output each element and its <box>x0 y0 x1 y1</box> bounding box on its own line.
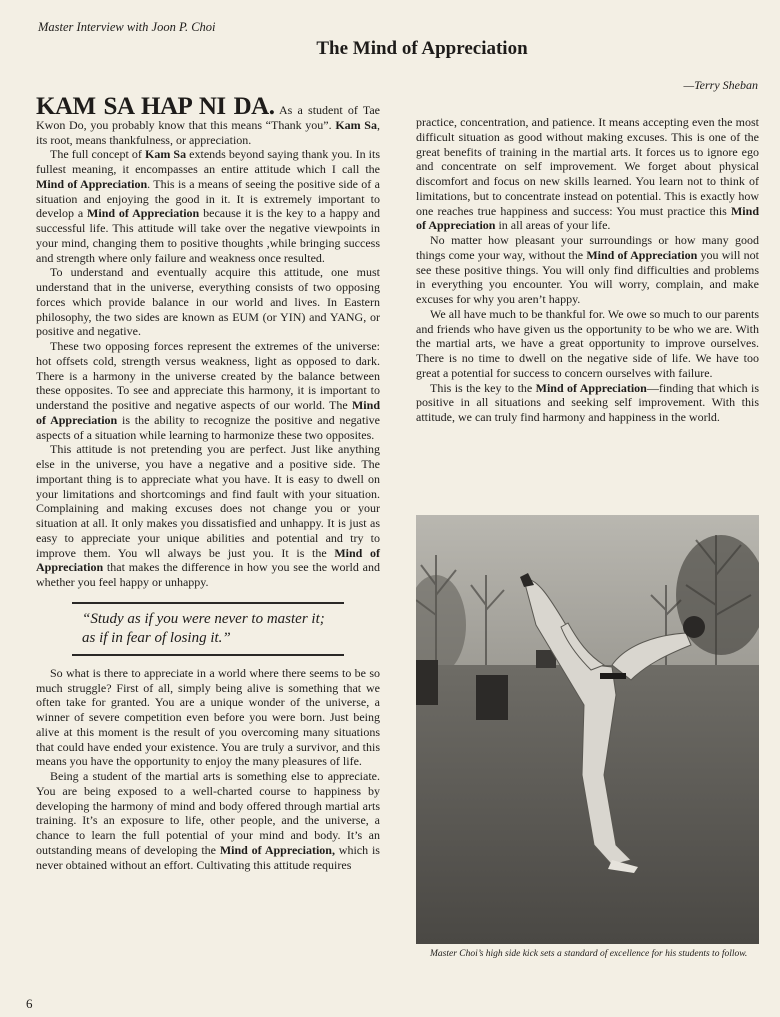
left-column <box>36 93 380 872</box>
pull-quote <box>72 602 344 656</box>
high-kick-photo <box>416 515 759 944</box>
paragraph-9: No matter how pleasant your surroundings or how many good things come your way, without the Mind of Appreciation you will not see these positive things. You will only find difficulties and problems in everything you encounter. You will worry, complain, and make excuses for why you aren’t happy. <box>416 233 759 306</box>
lead-heading: KAM SA HAP NI DA. <box>36 93 275 120</box>
paragraph-10: We all have much to be thankful for. We owe so much to our parents and friends who have given us the opportunity to be who we are. With the martial arts, we have a great opportunity to improve ourselves. There is no time to dwell on the negative side of life. We have too great a potential for success to concern ourselves with failure. <box>416 306 759 380</box>
paragraph-7: Being a student of the martial arts is something else to appreciate. You are being exposed to a well-charted course to happiness by developing the harmony of mind and body offered through martial arts training. It’s an exposure to life, other people, and the universe, a chance to learn the full potential of your mind and body. It’s an outstanding means of developing the Mind of Appreciation, which is never obtained without an effort. Cultivating this attitude requires <box>36 769 380 872</box>
paragraph-5: This attitude is not pretending you are perfect. Just like anything else in the universe, you have a negative and a positive side. The important thing is to appreciate what you have. It is easy to dwell on your limitations and shortcomings and find fault with your situation. Complaining and making excuses does not change you or your situation at all. It only makes you dissatisfied and unhappy. It is just as easy to appreciate your unique abilities and potential and try to improve them. You wll always be just you. It is the Mind of Appreciation that makes the difference in how you see the world and whether you feel happy or unhappy. <box>36 442 380 589</box>
byline: —Terry Sheban <box>683 78 758 92</box>
paragraph-6: So what is there to appreciate in a world where there seems to be so much struggle? First of all, simply being alive is something that we often take for granted. You are a unique wonder of the universe, a winner of severe competition even before you were born. Just being alive at this moment is the result of you overcoming many situations that could have ended your existence. You are truly a survivor, and this means you have the opportunity to enjoy the many pleasures of life. <box>36 665 380 769</box>
photo-caption: Master Choi’s high side kick sets a standard of excellence for his students to follow. <box>430 949 748 959</box>
quote-line-2: as if in fear of losing it.” <box>82 629 231 646</box>
paragraph-1: KAM SA HAP NI DA. As a student of Tae Kwon Do, you probably know that this means “Thank you”. Kam Sa, its root, means thankfulness, or appreciation. <box>36 93 380 147</box>
paragraph-2: The full concept of Kam Sa extends beyond saying thank you. In its fullest meaning, it encompasses an entire attitude which I call the Mind of Appreciation. This is a means of seeing the positive side of a situation and enjoying the good in it. It is extremely important to develop a Mind of Appreciation because it is the key to a happy and successful life. This attitude will take over the negative viewpoints in your mind, changing them to positive thoughts ,while bringing success and strength where only failure and weakness once resulted. <box>36 147 380 265</box>
page-number: 6 <box>26 996 33 1011</box>
article-title: The Mind of Appreciation <box>316 38 528 59</box>
paragraph-4: These two opposing forces represent the extremes of the universe: hot offsets cold, strength versus weakness, light as opposed to dark. There is a harmony in the universe created by the balance between these opposites. To see and appreciate this harmony, it is important to understand the positive and negative aspects of our world. The Mind of Appreciation is the ability to recognize the positive and negative aspects of a situation while learning to harmonize these two opposites. <box>36 339 380 442</box>
right-column <box>416 115 759 425</box>
photo-illustration <box>416 515 759 944</box>
quote-line-1: “Study as if you were never to master it; <box>82 610 325 627</box>
running-head: Master Interview with Joon P. Choi <box>38 20 216 34</box>
paragraph-11: This is the key to the Mind of Appreciation—finding that which is positive in all situations and seeking self improvement. With this attitude, we can truly find harmony and happiness in the world. <box>416 380 759 424</box>
paragraph-8: practice, concentration, and patience. It means accepting even the most difficult situation as good without making excuses. This is one of the great benefits of training in the martial arts. It forces us to ignore ego and concentrate on self improvement. We forget about physical discomfort and focus on new skills learned. You learn not to think of limitations, but to concentrate instead on potential. This is exactly how one reaches true happiness and success: You must practice this Mind of Appreciation in all areas of your life. <box>416 115 759 233</box>
paragraph-3: To understand and eventually acquire this attitude, one must understand that in the universe, everything consists of two opposing forces which provide balance in our world and lives. In Eastern philosophy, the two sides are known as EUM (or YIN) and YANG, or positive and negative. <box>36 265 380 339</box>
